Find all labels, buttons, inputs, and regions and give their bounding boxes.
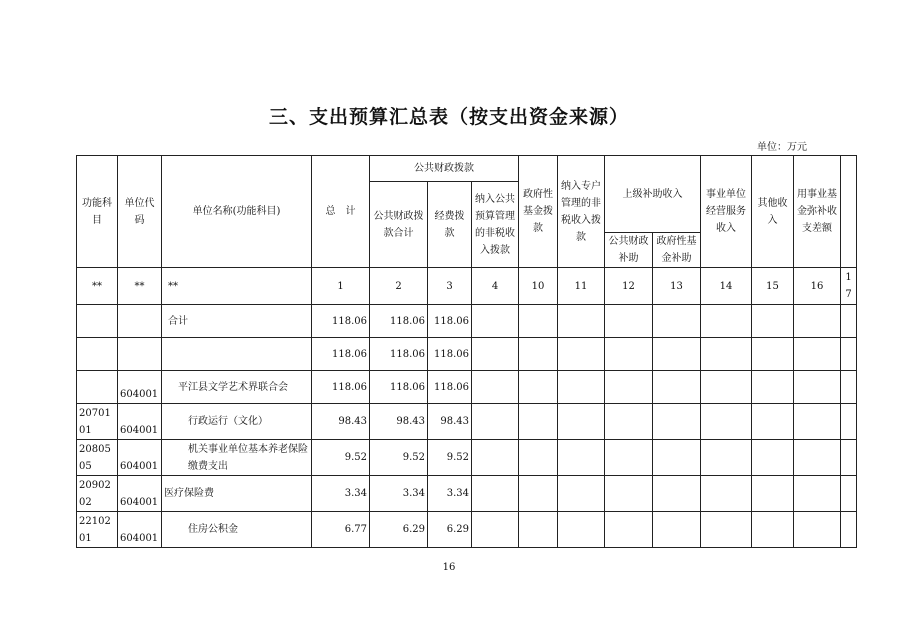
header-public-finance-group: 公共财政拨款	[370, 156, 519, 182]
index-cell: **	[162, 268, 312, 305]
header-special-nontax: 纳入专户管理的非税收入拨款	[558, 156, 605, 268]
unit-name-cell: 机关事业单位基本养老保险缴费支出	[162, 440, 312, 476]
func-code-cell	[77, 305, 118, 338]
header-unit-code: 单位代码	[118, 156, 162, 268]
index-cell: 3	[428, 268, 472, 305]
unit-name-cell	[162, 338, 312, 371]
index-cell: 14	[701, 268, 752, 305]
public-total-cell: 118.06	[370, 305, 428, 338]
unit-name-cell: 住房公积金	[162, 512, 312, 548]
funding-cell: 3.34	[428, 476, 472, 512]
header-funding: 经费拨款	[428, 182, 472, 268]
public-total-cell: 118.06	[370, 338, 428, 371]
funding-cell: 118.06	[428, 338, 472, 371]
table-row	[77, 476, 857, 512]
index-cell: 16	[794, 268, 841, 305]
total-cell: 9.52	[312, 440, 370, 476]
header-business-income: 事业单位经营服务收入	[701, 156, 752, 268]
func-code-cell: 20902 02	[77, 476, 118, 512]
header-total: 总 计	[312, 156, 370, 268]
index-cell: 2	[370, 268, 428, 305]
public-total-cell: 6.29	[370, 512, 428, 548]
header-nontax-budget: 纳入公共预算管理的非税收入拨款	[472, 182, 519, 268]
func-code-cell: 22102 01	[77, 512, 118, 548]
index-char: 7	[845, 289, 852, 300]
unit-code-cell: 604001	[118, 476, 162, 512]
unit-name-cell: 医疗保险费	[162, 476, 312, 512]
column-index-row	[77, 268, 857, 305]
index-cell-last	[841, 268, 857, 305]
public-total-cell: 118.06	[370, 371, 428, 404]
total-cell: 3.34	[312, 476, 370, 512]
funding-cell: 9.52	[428, 440, 472, 476]
public-total-cell: 9.52	[370, 440, 428, 476]
total-cell: 118.06	[312, 371, 370, 404]
budget-table	[76, 155, 857, 548]
func-code-cell	[77, 371, 118, 404]
total-cell: 98.43	[312, 404, 370, 440]
unit-name-cell: 平江县文学艺术界联合会	[162, 371, 312, 404]
table-row	[77, 512, 857, 548]
funding-cell: 118.06	[428, 371, 472, 404]
total-cell: 118.06	[312, 305, 370, 338]
table-row	[77, 305, 857, 338]
header-subsidy-group: 上级补助收入	[605, 156, 701, 233]
page-number: 16	[442, 562, 456, 573]
funding-cell: 118.06	[428, 305, 472, 338]
index-cell: 10	[519, 268, 558, 305]
index-cell: 4	[472, 268, 519, 305]
public-total-cell: 98.43	[370, 404, 428, 440]
header-gov-fund-subsidy: 政府性基金补助	[653, 233, 701, 268]
table-row	[77, 404, 857, 440]
func-code-cell: 20805 05	[77, 440, 118, 476]
index-cell: **	[118, 268, 162, 305]
page-title: 三、支出预算汇总表（按支出资金来源）	[268, 106, 629, 128]
index-cell: 11	[558, 268, 605, 305]
funding-cell: 6.29	[428, 512, 472, 548]
table-row	[77, 371, 857, 404]
table-row	[77, 440, 857, 476]
index-cell: 1	[312, 268, 370, 305]
header-other-income: 其他收入	[752, 156, 794, 268]
unit-name-cell: 行政运行（文化）	[162, 404, 312, 440]
unit-code-cell: 604001	[118, 512, 162, 548]
unit-code-cell: 604001	[118, 371, 162, 404]
func-code-cell	[77, 338, 118, 371]
index-cell: 13	[653, 268, 701, 305]
header-public-total: 公共财政拨款合计	[370, 182, 428, 268]
header-gov-fund: 政府性基金拨款	[519, 156, 558, 268]
header-public-subsidy: 公共财政补助	[605, 233, 653, 268]
unit-code-cell: 604001	[118, 404, 162, 440]
header-unit-name: 单位名称(功能科目)	[162, 156, 312, 268]
index-cell: 15	[752, 268, 794, 305]
func-code-cell: 20701 01	[77, 404, 118, 440]
table-row	[77, 338, 857, 371]
header-func-code: 功能科目	[77, 156, 118, 268]
total-cell: 118.06	[312, 338, 370, 371]
index-cell: 12	[605, 268, 653, 305]
total-cell: 6.77	[312, 512, 370, 548]
unit-code-cell: 604001	[118, 440, 162, 476]
index-cell: **	[77, 268, 118, 305]
funding-cell: 98.43	[428, 404, 472, 440]
header-reserve-balance: 用事业基金弥补收支差额	[794, 156, 841, 268]
index-char: 1	[845, 272, 852, 283]
header-extra-column	[841, 156, 857, 268]
public-total-cell: 3.34	[370, 476, 428, 512]
unit-code-cell	[118, 305, 162, 338]
unit-label: 单位：万元	[757, 142, 807, 153]
unit-name-cell: 合计	[162, 305, 312, 338]
unit-code-cell	[118, 338, 162, 371]
